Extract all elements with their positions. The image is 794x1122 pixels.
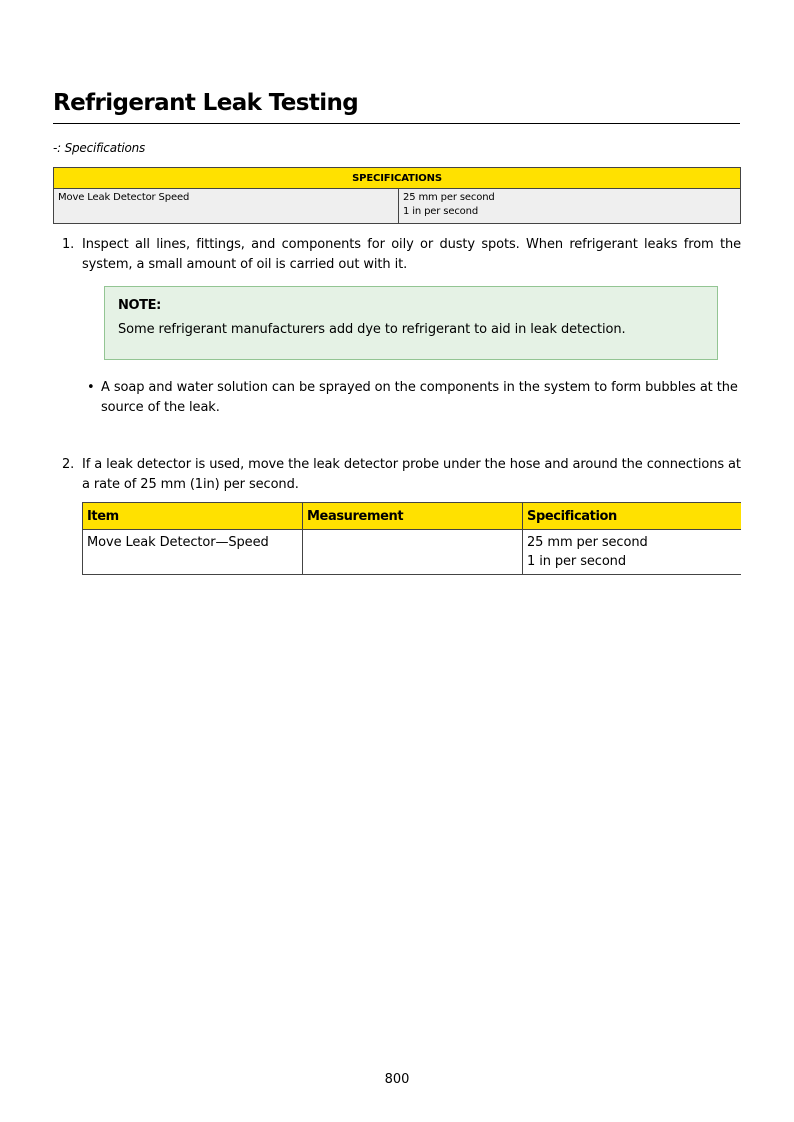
note-text: Some refrigerant manufacturers add dye to refrigerant to aid in leak detection. (118, 322, 626, 337)
step-2-number: 2. (62, 457, 75, 472)
specification-imperial: 1 in per second (527, 554, 626, 569)
note-label: NOTE: (118, 298, 161, 313)
bullet-text: A soap and water solution can be sprayed on the components in the system to form bubbles at the source of the leak. (101, 380, 738, 415)
bullet-item (87, 378, 741, 417)
spec-value-imperial: 1 in per second (403, 206, 479, 217)
specification-metric: 25 mm per second (527, 535, 648, 550)
spec-item-cell: Move Leak Detector Speed (54, 189, 399, 224)
table-header-row (54, 168, 741, 189)
specifications-table (53, 167, 741, 224)
step-1-number: 1. (62, 237, 75, 252)
specifications-header: SPECIFICATIONS (54, 168, 741, 189)
table-row (83, 530, 742, 575)
header-specification: Specification (523, 503, 742, 530)
specification-cell (523, 530, 742, 575)
step-1-text: Inspect all lines, fittings, and components for oily or dusty spots. When refrigerant leaks from the system, a small amount of oil is carried out with it. (82, 237, 741, 272)
step-2 (62, 455, 741, 494)
step-1 (62, 235, 741, 274)
table-row (54, 189, 741, 224)
item-cell: Move Leak Detector—Speed (83, 530, 303, 575)
section-label: -: Specifications (53, 141, 146, 155)
page-number: 800 (384, 1072, 410, 1087)
header-item: Item (83, 503, 303, 530)
bullet-dot-icon: • (87, 380, 95, 395)
header-measurement: Measurement (303, 503, 523, 530)
table-header-row (83, 503, 742, 530)
spec-value-cell (399, 189, 741, 224)
step-2-text: If a leak detector is used, move the leak detector probe under the hose and around the connections at a rate of 25 mm (1in) per second. (82, 457, 741, 492)
page-title: Refrigerant Leak Testing (53, 86, 740, 124)
measurement-cell (303, 530, 523, 575)
note-box (104, 286, 718, 360)
measurement-table (82, 502, 741, 575)
spec-value-metric: 25 mm per second (403, 192, 495, 203)
